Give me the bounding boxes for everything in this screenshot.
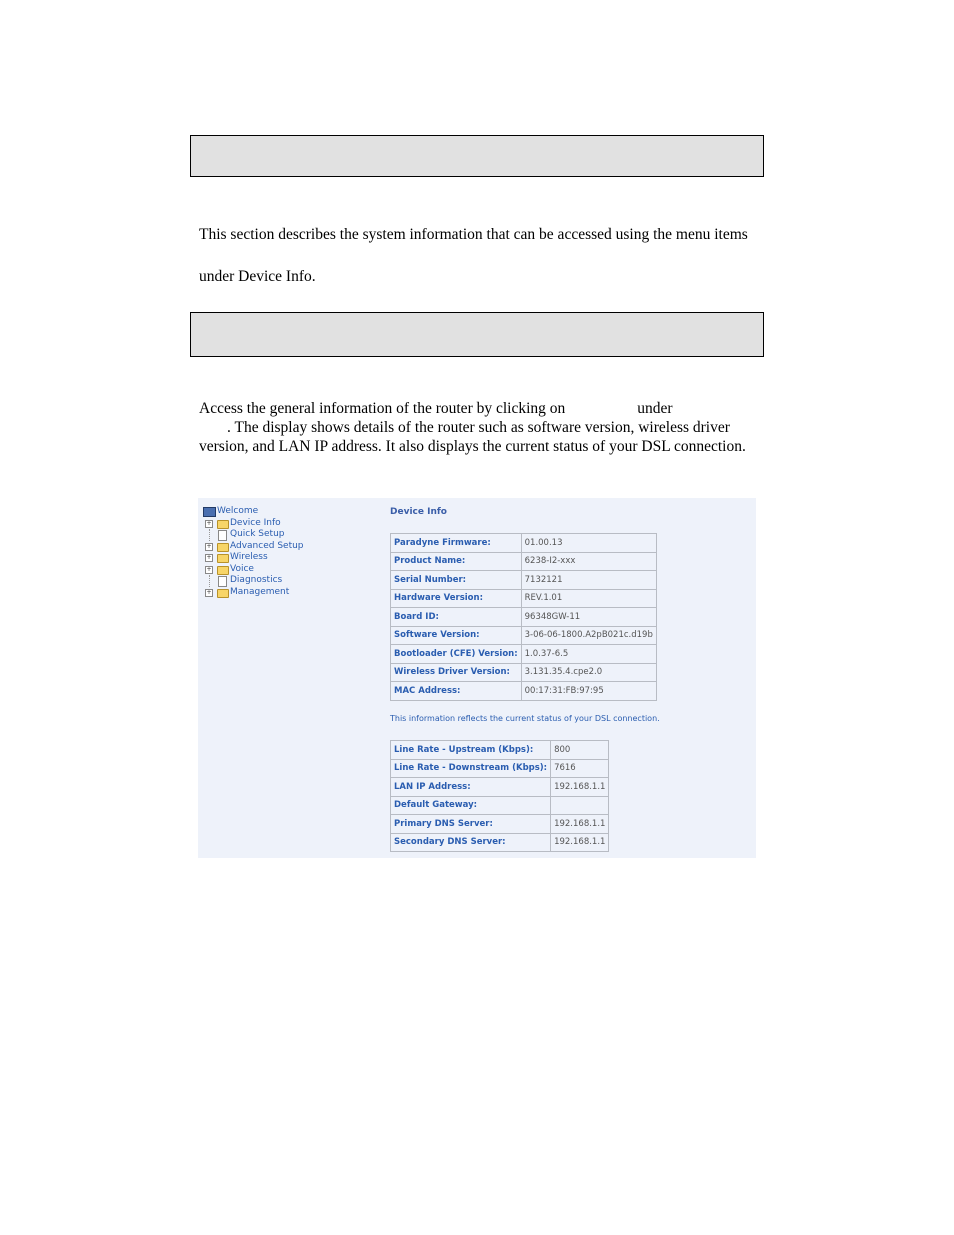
monitor-icon bbox=[203, 507, 216, 517]
expand-icon[interactable]: + bbox=[206, 542, 212, 550]
row-label: Wireless Driver Version: bbox=[391, 663, 522, 682]
table-row bbox=[391, 833, 609, 852]
table-row bbox=[391, 571, 657, 590]
tree-item-label[interactable]: Device Info bbox=[230, 517, 281, 528]
folder-icon bbox=[217, 543, 229, 552]
table-row bbox=[391, 552, 657, 571]
folder-icon bbox=[217, 554, 229, 563]
summary-part-3: . The display shows details of the router such as software version, wireless driver version, and LAN IP address. It also displays the current status of your DSL connection. bbox=[199, 419, 746, 455]
table-row bbox=[391, 663, 657, 682]
expand-icon[interactable]: + bbox=[206, 588, 212, 596]
table-row bbox=[391, 589, 657, 608]
row-label: Secondary DNS Server: bbox=[391, 833, 551, 852]
row-value: 3-06-06-1800.A2pB021c.d19b bbox=[521, 626, 656, 645]
expand-icon[interactable]: + bbox=[206, 519, 212, 527]
tree-item-label[interactable]: Welcome bbox=[217, 506, 259, 516]
expand-icon[interactable]: + bbox=[206, 565, 212, 573]
folder-icon bbox=[217, 589, 229, 598]
row-label: LAN IP Address: bbox=[391, 778, 551, 797]
summary-part-1: Access the general information of the router by clicking on bbox=[199, 400, 566, 417]
summary-part-2: under bbox=[637, 400, 673, 417]
row-value: 3.131.35.4.cpe2.0 bbox=[521, 663, 656, 682]
row-label: Software Version: bbox=[391, 626, 522, 645]
row-value: 00:17:31:FB:97:95 bbox=[521, 682, 656, 701]
summary-paragraph bbox=[199, 399, 759, 456]
device-info-screenshot bbox=[198, 498, 756, 858]
tree-item-label[interactable]: Wireless bbox=[230, 552, 268, 562]
folder-icon bbox=[217, 520, 229, 529]
page-icon bbox=[218, 576, 227, 587]
row-value: 6238-I2-xxx bbox=[521, 552, 656, 571]
device-info-table bbox=[390, 533, 657, 701]
row-label: Serial Number: bbox=[391, 571, 522, 590]
table-row bbox=[391, 626, 657, 645]
intro-line-1: This section describes the system information that can be accessed using the menu items bbox=[199, 226, 748, 243]
row-label: Hardware Version: bbox=[391, 589, 522, 608]
row-value: 7616 bbox=[551, 759, 609, 778]
row-value: 7132121 bbox=[521, 571, 656, 590]
row-value: REV.1.01 bbox=[521, 589, 656, 608]
tree-connector bbox=[209, 575, 210, 587]
dsl-status-table bbox=[390, 740, 609, 852]
row-value: 192.168.1.1 bbox=[551, 815, 609, 834]
tree-connector bbox=[209, 529, 210, 541]
subsection-heading-box bbox=[190, 312, 764, 357]
intro-line-2: under Device Info. bbox=[199, 268, 316, 285]
expand-icon[interactable]: + bbox=[206, 554, 212, 561]
row-label: Bootloader (CFE) Version: bbox=[391, 645, 522, 664]
table-row bbox=[391, 534, 657, 553]
table-row bbox=[391, 741, 609, 760]
row-label: MAC Address: bbox=[391, 682, 522, 701]
row-label: Product Name: bbox=[391, 552, 522, 571]
row-value bbox=[551, 796, 609, 815]
row-value: 1.0.37-6.5 bbox=[521, 645, 656, 664]
row-value: 96348GW-11 bbox=[521, 608, 656, 627]
row-value: 800 bbox=[551, 741, 609, 760]
row-label: Primary DNS Server: bbox=[391, 815, 551, 834]
row-value: 192.168.1.1 bbox=[551, 778, 609, 797]
row-label: Default Gateway: bbox=[391, 796, 551, 815]
table-row bbox=[391, 778, 609, 797]
row-label: Board ID: bbox=[391, 608, 522, 627]
row-value: 01.00.13 bbox=[521, 534, 656, 553]
table-row bbox=[391, 682, 657, 701]
status-note: This information reflects the current status of your DSL connection. bbox=[390, 714, 660, 723]
table-row bbox=[391, 645, 657, 664]
row-label: Line Rate - Upstream (Kbps): bbox=[391, 741, 551, 760]
page-icon bbox=[218, 530, 227, 541]
section-heading-box bbox=[190, 135, 764, 177]
table-row bbox=[391, 608, 657, 627]
table-row bbox=[391, 796, 609, 815]
table-row bbox=[391, 759, 609, 778]
device-info-title: Device Info bbox=[390, 507, 447, 517]
row-value: 192.168.1.1 bbox=[551, 833, 609, 852]
tree-item-label[interactable]: Voice bbox=[230, 563, 254, 574]
tree-item-label[interactable]: Management bbox=[230, 586, 290, 597]
tree-item-label[interactable]: Quick Setup bbox=[230, 529, 285, 539]
row-label: Line Rate - Downstream (Kbps): bbox=[391, 759, 551, 778]
tree-item-label[interactable]: Diagnostics bbox=[230, 575, 283, 585]
tree-item-label[interactable]: Advanced Setup bbox=[230, 540, 304, 551]
row-label: Paradyne Firmware: bbox=[391, 534, 522, 553]
folder-icon bbox=[217, 566, 229, 575]
table-row bbox=[391, 815, 609, 834]
